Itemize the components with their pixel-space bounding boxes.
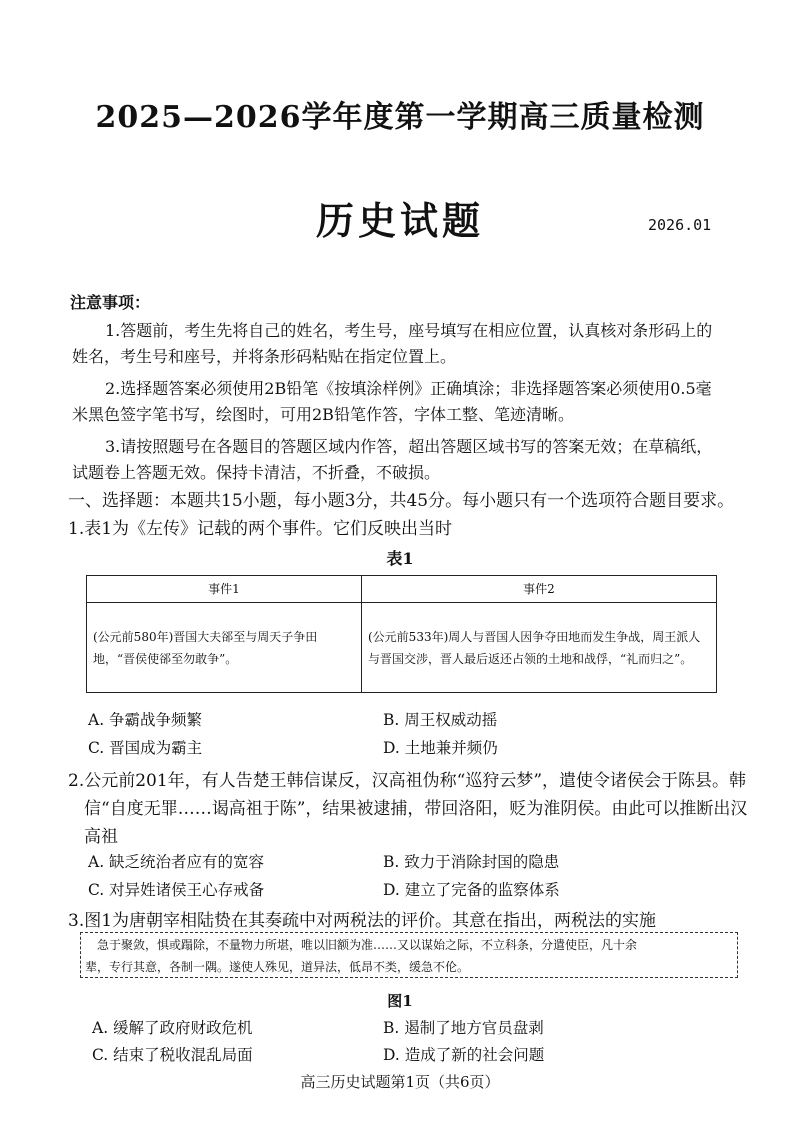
exam-date: 2026.01 <box>648 216 712 234</box>
question-1-option-d: D. 土地兼并频仍 <box>383 739 498 757</box>
question-1-stem: 1.表1为《左传》记载的两个事件。它们反映出当时 <box>68 519 453 539</box>
page-footer: 高三历史试题第1页（共6页） <box>300 1073 500 1091</box>
quote-line-1: 急于聚敛，惧或蹋除，不量物力所堪，唯以旧额为准……又以谋始之际，不立科条，分遣使臣，凡十余 <box>97 938 638 952</box>
question-2-option-d: D. 建立了完备的监察体系 <box>383 881 560 899</box>
question-1-option-c: C. 晋国成为霸主 <box>88 739 203 757</box>
question-2-option-a: A. 缺乏统治者应有的宽容 <box>88 853 265 871</box>
table-cell-event-1: (公元前580年)晋国大夫郤至与周天子争田地，“晋侯使郤至勿敢争”。 <box>87 603 362 693</box>
table-caption: 表1 <box>386 549 414 568</box>
exam-title: 2025—2026学年度第一学期高三质量检测 <box>95 100 705 135</box>
question-2-option-c: C. 对异姓诸侯王心存戒备 <box>88 881 265 899</box>
table-cell-event-2: (公元前533年)周人与晋国人因争夺田地而发生争战，周王派人与晋国交涉，晋人最后返还占领的土地和战俘，“礼而归之”。 <box>362 603 717 693</box>
subject-title: 历史试题 <box>315 198 484 243</box>
notice-item-3-line-1: 3.请按照题号在各题目的答题区域内作答，超出答题区域书写的答案无效；在草稿纸， <box>105 437 713 456</box>
event-table <box>86 575 717 693</box>
question-1-option-b: B. 周王权威动摇 <box>383 711 498 729</box>
question-3-option-b: B. 遏制了地方官员盘剥 <box>383 1019 544 1037</box>
question-3-option-d: D. 造成了新的社会问题 <box>383 1046 545 1064</box>
question-1-option-a: A. 争霸战争频繁 <box>88 711 203 729</box>
notice-item-2-line-2: 米黑色签字笔书写，绘图时，可用2B铅笔作答，字体工整、笔迹清晰。 <box>72 405 574 424</box>
question-3-option-a: A. 缓解了政府财政危机 <box>92 1019 253 1037</box>
notice-heading: 注意事项： <box>70 293 151 312</box>
notice-item-1-line-1: 1.答题前，考生先将自己的姓名，考生号，座号填写在相应位置，认真核对条形码上的 <box>105 321 713 340</box>
figure-caption: 图1 <box>387 992 413 1010</box>
question-2-option-b: B. 致力于消除封国的隐患 <box>383 853 560 871</box>
notice-item-2-line-1: 2.选择题答案必须使用2B铅笔《按填涂样例》正确填涂；非选择题答案必须使用0.5毫 <box>105 379 712 398</box>
table-header-event-1: 事件1 <box>87 576 362 603</box>
figure-1-quote-box <box>80 932 738 978</box>
question-3-stem: 3.图1为唐朝宰相陆贽在其奏疏中对两税法的评价。其意在指出，两税法的实施 <box>68 911 657 931</box>
table-header-event-2: 事件2 <box>362 576 717 603</box>
question-2-stem-line-3: 高祖 <box>84 827 118 847</box>
notice-item-3-line-2: 试题卷上答题无效。保持卡清洁，不折叠，不破损。 <box>72 463 441 482</box>
notice-item-1-line-2: 姓名，考生号和座号，并将条形码粘贴在指定位置上。 <box>72 347 457 366</box>
question-3-option-c: C. 结束了税收混乱局面 <box>92 1046 253 1064</box>
section-heading: 一、选择题：本题共15小题，每小题3分，共45分。每小题只有一个选项符合题目要求。 <box>68 491 735 511</box>
question-2-stem-line-2: 信“自度无罪……谒高祖于陈”，结果被逮捕，带回洛阳，贬为淮阴侯。由此可以推断出汉 <box>84 799 748 819</box>
question-2-stem-line-1: 2.公元前201年，有人告楚王韩信谋反，汉高祖伪称“巡狩云梦”，遣使令诸侯会于陈县。韩 <box>68 771 747 791</box>
quote-line-2: 辈，专行其意，各制一隅。遂使人殊见，道异法，低昂不类，缓急不伦。 <box>85 960 470 974</box>
